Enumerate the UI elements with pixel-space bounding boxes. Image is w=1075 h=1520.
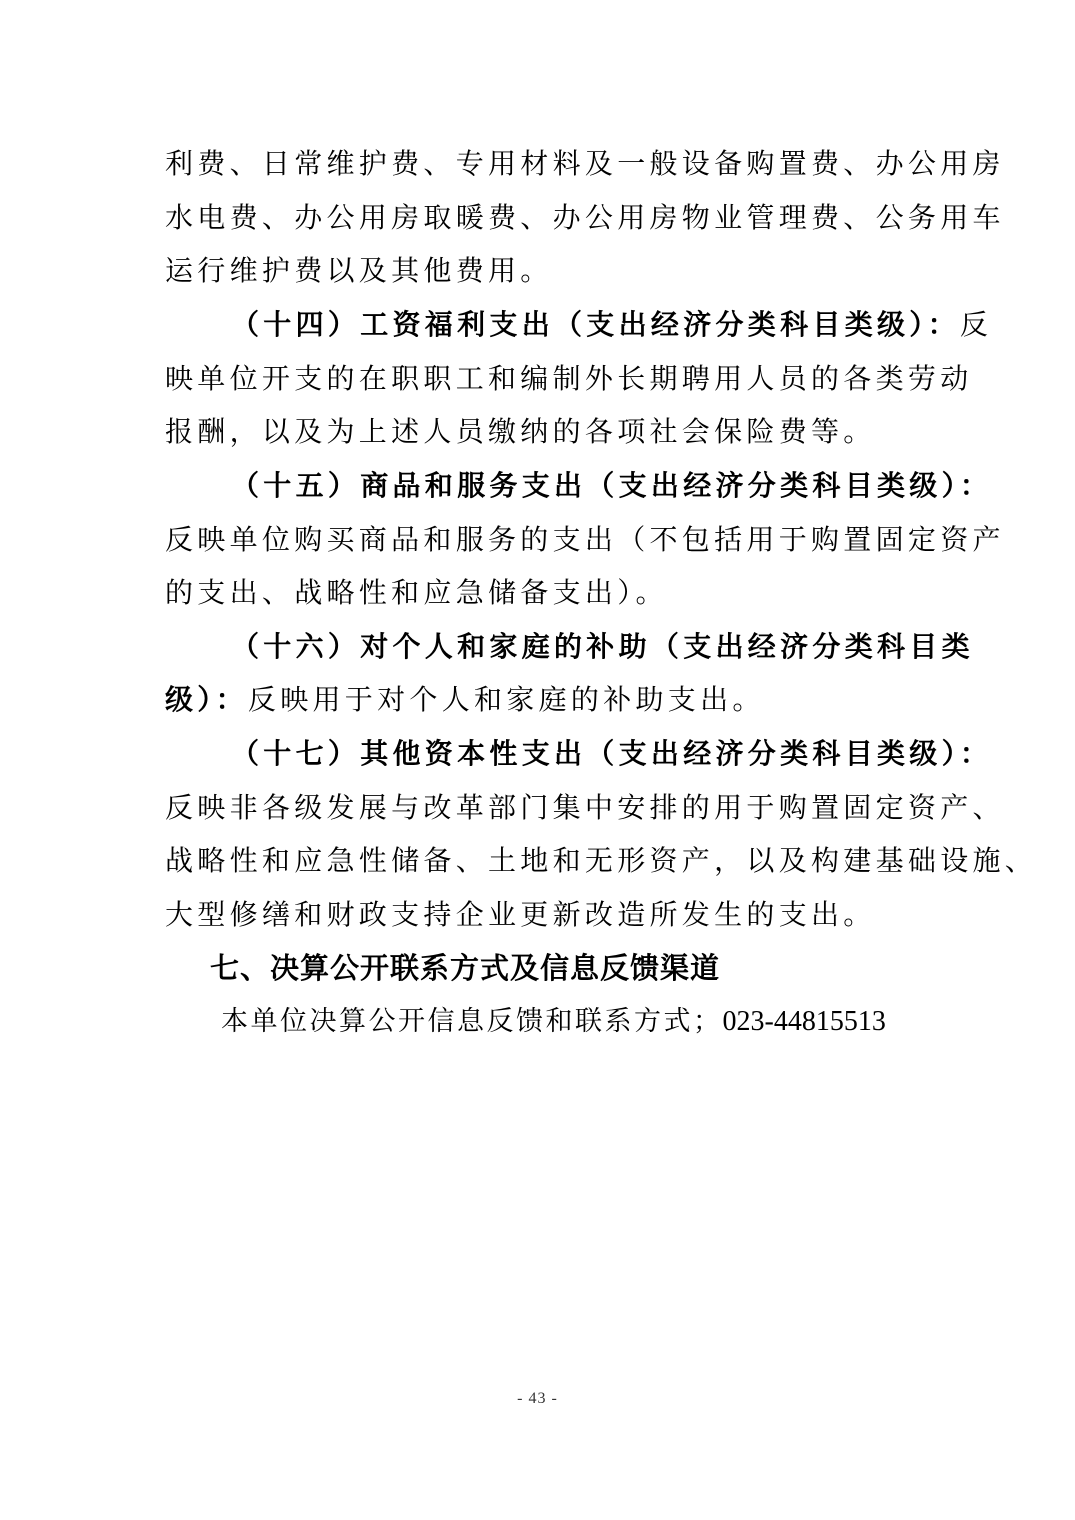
section-heading: 七、决算公开联系方式及信息反馈渠道 <box>210 951 721 985</box>
paragraph-line: 反映非各级发展与改革部门集中安排的用于购置固定资产、 <box>165 791 1005 824</box>
paragraph-line: 大型修缮和财政支持企业更新改造所发生的支出。 <box>165 898 876 931</box>
item-15-title: （十五）商品和服务支出（支出经济分类科目类级）： <box>231 469 993 502</box>
paragraph-line: 映单位开支的在职职工和编制外长期聘用人员的各类劳动 <box>165 362 973 395</box>
contact-label: 本单位决算公开信息反馈和联系方式； <box>221 1006 723 1037</box>
contact-line <box>221 1002 886 1042</box>
item-16-line <box>165 680 915 720</box>
item-14-title: （十四）工资福利支出（支出经济分类科目类级）： <box>231 308 960 341</box>
paragraph-line: 运行维护费以及其他费用。 <box>165 254 553 287</box>
item-16-text: 反映用于对个人和家庭的补助支出。 <box>247 683 765 716</box>
item-16-title-end: 级）： <box>165 683 248 716</box>
paragraph-line: 利费、日常维护费、专用材料及一般设备购置费、办公用房 <box>165 147 1005 180</box>
item-14-text: 反 <box>959 308 993 341</box>
paragraph-line: 报酬，以及为上述人员缴纳的各项社会保险费等。 <box>165 415 876 448</box>
item-14-heading-line <box>231 305 993 345</box>
paragraph-line: 战略性和应急性储备、土地和无形资产，以及构建基础设施、 <box>165 844 1038 877</box>
item-17-title: （十七）其他资本性支出（支出经济分类科目类级）： <box>231 737 993 770</box>
page-number: - 43 - <box>517 1390 558 1407</box>
paragraph-line: 反映单位购买商品和服务的支出（不包括用于购置固定资产 <box>165 523 1005 556</box>
item-16-title: （十六）对个人和家庭的补助（支出经济分类科目类 <box>231 630 974 663</box>
paragraph-line: 水电费、办公用房取暖费、办公用房物业管理费、公务用车 <box>165 201 1005 234</box>
paragraph-line: 的支出、战略性和应急储备支出）。 <box>165 576 668 609</box>
contact-phone: 023-44815513 <box>722 1006 886 1037</box>
